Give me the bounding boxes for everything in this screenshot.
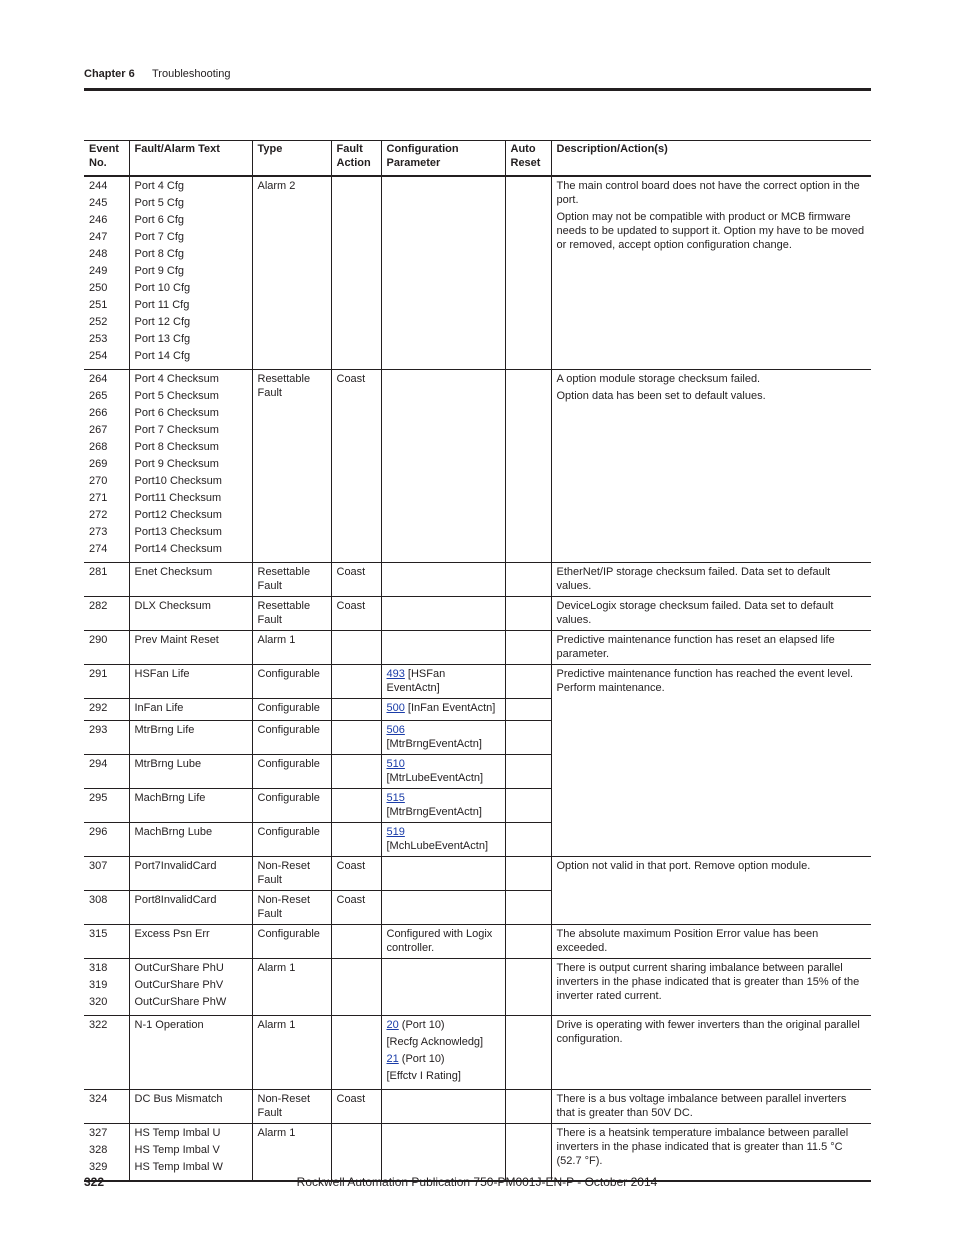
fault-text-cell: Port7InvalidCard <box>129 857 252 891</box>
event-no: 265 <box>89 390 108 402</box>
event-no: 268 <box>89 441 108 453</box>
param-name: [InFan EventActn] <box>404 702 496 714</box>
auto-reset-cell <box>505 755 551 789</box>
fault-action-cell <box>331 1124 381 1182</box>
event-no: 318 <box>89 962 108 974</box>
event-no-cell <box>84 1124 129 1182</box>
config-param-cell <box>381 699 505 721</box>
event-no-cell: 324 <box>89 1093 108 1105</box>
event-no: 329 <box>89 1161 108 1173</box>
publication-info: Rockwell Automation Publication 750-PM001J-EN-P - October 2014 <box>296 1175 658 1189</box>
description-text: A option module storage checksum failed. <box>556 373 761 385</box>
parameter-link[interactable]: 519 <box>386 826 405 838</box>
fault-text-cell: HSFan Life <box>129 665 252 699</box>
fault-text-cell <box>129 959 252 1016</box>
type-cell: Alarm 2 <box>252 176 331 370</box>
fault-text: HS Temp Imbal W <box>134 1161 223 1173</box>
auto-reset-cell <box>505 959 551 1016</box>
fault-action-cell: Coast <box>331 370 381 563</box>
table-row <box>84 1090 871 1124</box>
event-no: 319 <box>89 979 108 991</box>
fault-text: Port 8 Checksum <box>134 441 219 453</box>
fault-text-cell: Excess Psn Err <box>129 925 252 959</box>
col-header-fault-text: Fault/Alarm Text <box>129 141 252 177</box>
event-no-cell: 315 <box>89 928 108 940</box>
config-param-cell <box>381 721 505 755</box>
param-name: [MtrLubeEventActn] <box>386 772 484 784</box>
auto-reset-cell <box>505 176 551 370</box>
fault-text-cell <box>129 1124 252 1182</box>
fault-action-cell: Coast <box>331 597 381 631</box>
event-no: 266 <box>89 407 108 419</box>
fault-text: Port 6 Checksum <box>134 407 219 419</box>
type-cell: Non-Reset Fault <box>252 891 331 925</box>
fault-action-cell <box>331 721 381 755</box>
port-ref: (Port 10) <box>398 1053 445 1065</box>
fault-text-cell <box>129 563 252 597</box>
auto-reset-cell <box>505 823 551 857</box>
event-no: 267 <box>89 424 108 436</box>
event-no: 253 <box>89 333 108 345</box>
fault-text: Port13 Checksum <box>134 526 222 538</box>
fault-text: HS Temp Imbal V <box>134 1144 220 1156</box>
type-cell: Alarm 1 <box>252 959 331 1016</box>
table-row <box>84 925 871 959</box>
auto-reset-cell <box>505 370 551 563</box>
description-cell <box>551 631 871 665</box>
description-cell: Drive is operating with fewer inverters than the original parallel configuration. <box>551 1016 871 1090</box>
config-param-cell <box>381 823 505 857</box>
event-no: 290 <box>89 634 108 646</box>
config-line <box>387 1018 500 1035</box>
fault-alarm-table <box>84 140 871 1182</box>
event-no: 327 <box>89 1127 108 1139</box>
config-param-cell <box>381 1016 505 1090</box>
auto-reset-cell <box>505 665 551 699</box>
auto-reset-cell <box>505 563 551 597</box>
fault-text: HS Temp Imbal U <box>134 1127 221 1139</box>
type-cell: Configurable <box>252 721 331 755</box>
fault-action-cell <box>331 925 381 959</box>
fault-action-cell: Coast <box>331 563 381 597</box>
fault-text-cell <box>129 597 252 631</box>
fault-action-cell <box>331 699 381 721</box>
fault-text: Port10 Checksum <box>134 475 222 487</box>
config-line <box>387 1052 500 1069</box>
auto-reset-cell <box>505 1090 551 1124</box>
type-cell: Alarm 1 <box>252 631 331 665</box>
col-header-auto-reset: Auto Reset <box>505 141 551 177</box>
event-no: 251 <box>89 299 108 311</box>
event-no: 250 <box>89 282 108 294</box>
fault-text: Port 11 Cfg <box>134 299 190 311</box>
event-no-cell <box>84 959 129 1016</box>
event-no: 282 <box>89 600 108 612</box>
config-param-cell <box>381 631 505 665</box>
section-title: Troubleshooting <box>152 68 231 80</box>
chapter-label: Chapter 6 <box>84 68 135 80</box>
fault-text: Port 14 Cfg <box>134 350 191 362</box>
port-ref: (Port 10) <box>398 1019 445 1031</box>
config-param-cell <box>381 789 505 823</box>
header-rule <box>84 88 871 91</box>
event-no-cell: 291 <box>89 668 108 680</box>
auto-reset-cell <box>505 1016 551 1090</box>
event-no-cell: 308 <box>89 894 108 906</box>
type-cell: Non-Reset Fault <box>252 857 331 891</box>
fault-text: Enet Checksum <box>134 566 213 578</box>
event-no-cell: 296 <box>89 826 108 838</box>
auto-reset-cell <box>505 891 551 925</box>
fault-text-cell: InFan Life <box>129 699 252 721</box>
param-name: [MtrBrngEventActn] <box>386 738 482 750</box>
event-no: 244 <box>89 180 108 192</box>
table-row <box>84 665 871 699</box>
parameter-link[interactable]: 21 <box>386 1053 399 1065</box>
description-text: Option may not be compatible with product or MCB firmware needs to be updated to support it. Option my have to be moved or removed, accept option configuration change. <box>556 211 865 251</box>
auto-reset-cell <box>505 857 551 891</box>
param-name: [MchLubeEventActn] <box>386 840 489 852</box>
event-no: 320 <box>89 996 108 1008</box>
fault-action-cell <box>331 823 381 857</box>
fault-text: OutCurShare PhW <box>134 996 227 1008</box>
fault-text-cell: MachBrng Lube <box>129 823 252 857</box>
fault-action-cell <box>331 755 381 789</box>
config-param-cell <box>381 959 505 1016</box>
param-name: [HSFan EventActn] <box>386 668 446 694</box>
fault-action-cell <box>331 665 381 699</box>
table-row <box>84 176 871 370</box>
type-cell: Configurable <box>252 755 331 789</box>
col-header-event-no: Event No. <box>84 141 129 177</box>
auto-reset-cell <box>505 1124 551 1182</box>
description-text: EtherNet/IP storage checksum failed. Data set to default values. <box>556 566 831 592</box>
description-cell: There is a heatsink temperature imbalance between parallel inverters in the phase indicated that is greater than 11.5 °C (52.7 °F). <box>551 1124 871 1182</box>
fault-action-cell <box>331 959 381 1016</box>
description-text: Option data has been set to default values. <box>556 390 766 402</box>
table-row <box>84 597 871 631</box>
type-cell: Resettable Fault <box>252 597 331 631</box>
table-row <box>84 563 871 597</box>
description-cell: There is output current sharing imbalance between parallel inverters in the phase indicated that is greater than 15% of the inverter rated current. <box>551 959 871 1016</box>
fault-text: Port 10 Cfg <box>134 282 191 294</box>
param-name: [Effctv I Rating] <box>386 1070 461 1082</box>
parameter-link[interactable]: 20 <box>386 1019 399 1031</box>
event-no: 274 <box>89 543 108 555</box>
auto-reset-cell <box>505 597 551 631</box>
auto-reset-cell <box>505 721 551 755</box>
event-no: 252 <box>89 316 108 328</box>
table-row <box>84 1016 871 1090</box>
fault-text: Port 6 Cfg <box>134 214 185 226</box>
fault-action-cell <box>331 176 381 370</box>
event-no: 246 <box>89 214 108 226</box>
fault-action-cell <box>331 789 381 823</box>
event-no: 254 <box>89 350 108 362</box>
col-header-fault-action: Fault Action <box>331 141 381 177</box>
fault-text-cell: MtrBrng Lube <box>129 755 252 789</box>
fault-text-cell <box>129 370 252 563</box>
fault-action-cell <box>331 1016 381 1090</box>
event-no-cell <box>84 563 129 597</box>
table-row <box>84 370 871 563</box>
event-no: 281 <box>89 566 108 578</box>
description-cell <box>551 563 871 597</box>
config-param-cell: Configured with Logix controller. <box>381 925 505 959</box>
event-no: 247 <box>89 231 108 243</box>
table-row <box>84 857 871 891</box>
event-no: 248 <box>89 248 108 260</box>
col-header-config-param: Configuration Parameter <box>381 141 505 177</box>
config-param-cell <box>381 857 505 891</box>
description-cell <box>551 176 871 370</box>
fault-text: Port 9 Cfg <box>134 265 185 277</box>
fault-text-cell <box>129 631 252 665</box>
event-no: 249 <box>89 265 108 277</box>
auto-reset-cell <box>505 699 551 721</box>
auto-reset-cell <box>505 789 551 823</box>
fault-text: Port 12 Cfg <box>134 316 191 328</box>
type-cell: Non-Reset Fault <box>252 1090 331 1124</box>
type-cell: Alarm 1 <box>252 1124 331 1182</box>
col-header-description: Description/Action(s) <box>551 141 871 177</box>
type-cell: Configurable <box>252 789 331 823</box>
fault-text: DLX Checksum <box>134 600 211 612</box>
event-no-cell: 292 <box>89 702 108 714</box>
description-text: Predictive maintenance function has reset an elapsed life parameter. <box>556 634 835 660</box>
description-cell: There is a bus voltage imbalance between parallel inverters that is greater than 50V DC. <box>551 1090 871 1124</box>
description-text: DeviceLogix storage checksum failed. Data set to default values. <box>556 600 834 626</box>
event-no: 270 <box>89 475 108 487</box>
col-header-type: Type <box>252 141 331 177</box>
description-text: The main control board does not have the correct option in the port. <box>556 180 860 206</box>
fault-text: Port 4 Cfg <box>134 180 185 192</box>
description-cell: The absolute maximum Position Error value has been exceeded. <box>551 925 871 959</box>
event-no-cell <box>84 176 129 370</box>
description-cell: Predictive maintenance function has reached the event level. Perform maintenance. <box>551 665 871 857</box>
fault-action-cell: Coast <box>331 1090 381 1124</box>
event-no: 271 <box>89 492 108 504</box>
type-cell: Resettable Fault <box>252 563 331 597</box>
event-no-cell: 307 <box>89 860 108 872</box>
event-no-cell: 322 <box>89 1019 108 1031</box>
event-no-cell: 293 <box>89 724 108 736</box>
fault-text: Port11 Checksum <box>134 492 222 504</box>
fault-text-cell: MachBrng Life <box>129 789 252 823</box>
param-name: [Recfg Acknowledg] <box>386 1036 484 1048</box>
fault-text: Port 9 Checksum <box>134 458 219 470</box>
config-param-cell <box>381 665 505 699</box>
event-no: 269 <box>89 458 108 470</box>
fault-text: Port 7 Checksum <box>134 424 219 436</box>
config-param-cell <box>381 755 505 789</box>
description-cell: Option not valid in that port. Remove option module. <box>551 857 871 925</box>
fault-text-cell: MtrBrng Life <box>129 721 252 755</box>
auto-reset-cell <box>505 631 551 665</box>
event-no-cell <box>84 370 129 563</box>
type-cell: Resettable Fault <box>252 370 331 563</box>
type-cell: Configurable <box>252 823 331 857</box>
auto-reset-cell <box>505 925 551 959</box>
table-header-row <box>84 141 871 177</box>
type-cell: Alarm 1 <box>252 1016 331 1090</box>
event-no-cell: 294 <box>89 758 108 770</box>
fault-action-cell: Coast <box>331 891 381 925</box>
description-cell <box>551 370 871 563</box>
event-no: 272 <box>89 509 108 521</box>
config-param-cell <box>381 563 505 597</box>
fault-text-cell: N-1 Operation <box>129 1016 252 1090</box>
config-param-cell <box>381 1124 505 1182</box>
fault-text-cell: DC Bus Mismatch <box>129 1090 252 1124</box>
fault-action-cell <box>331 631 381 665</box>
event-no-cell: 295 <box>89 792 108 804</box>
fault-text: Prev Maint Reset <box>134 634 219 646</box>
parameter-link[interactable]: 506 <box>386 724 405 736</box>
event-no: 245 <box>89 197 108 209</box>
config-param-cell <box>381 597 505 631</box>
table-row <box>84 1124 871 1182</box>
fault-action-cell: Coast <box>331 857 381 891</box>
parameter-link[interactable]: 510 <box>386 758 405 770</box>
fault-text: Port 7 Cfg <box>134 231 185 243</box>
fault-text: Port 13 Cfg <box>134 333 191 345</box>
fault-text: OutCurShare PhU <box>134 962 224 974</box>
fault-text: OutCurShare PhV <box>134 979 224 991</box>
parameter-link[interactable]: 500 <box>386 702 405 714</box>
fault-text: Port14 Checksum <box>134 543 222 555</box>
fault-text: Port 8 Cfg <box>134 248 185 260</box>
event-no: 273 <box>89 526 108 538</box>
event-no-cell <box>84 597 129 631</box>
table-row <box>84 959 871 1016</box>
event-no: 328 <box>89 1144 108 1156</box>
fault-text: Port 4 Checksum <box>134 373 219 385</box>
parameter-link[interactable]: 493 <box>386 668 405 680</box>
config-param-cell <box>381 1090 505 1124</box>
event-no-cell <box>84 631 129 665</box>
fault-text: Port12 Checksum <box>134 509 222 521</box>
config-param-cell <box>381 891 505 925</box>
config-param-cell <box>381 176 505 370</box>
description-cell <box>551 597 871 631</box>
event-no: 264 <box>89 373 108 385</box>
type-cell: Configurable <box>252 665 331 699</box>
type-cell: Configurable <box>252 699 331 721</box>
param-name: [MtrBrngEventActn] <box>386 806 482 818</box>
page-number: 322 <box>84 1175 105 1189</box>
fault-text-cell <box>129 176 252 370</box>
fault-text: Port 5 Checksum <box>134 390 219 402</box>
fault-text: Port 5 Cfg <box>134 197 185 209</box>
config-param-cell <box>381 370 505 563</box>
fault-text-cell: Port8InvalidCard <box>129 891 252 925</box>
parameter-link[interactable]: 515 <box>386 792 405 804</box>
table-row <box>84 631 871 665</box>
type-cell: Configurable <box>252 925 331 959</box>
